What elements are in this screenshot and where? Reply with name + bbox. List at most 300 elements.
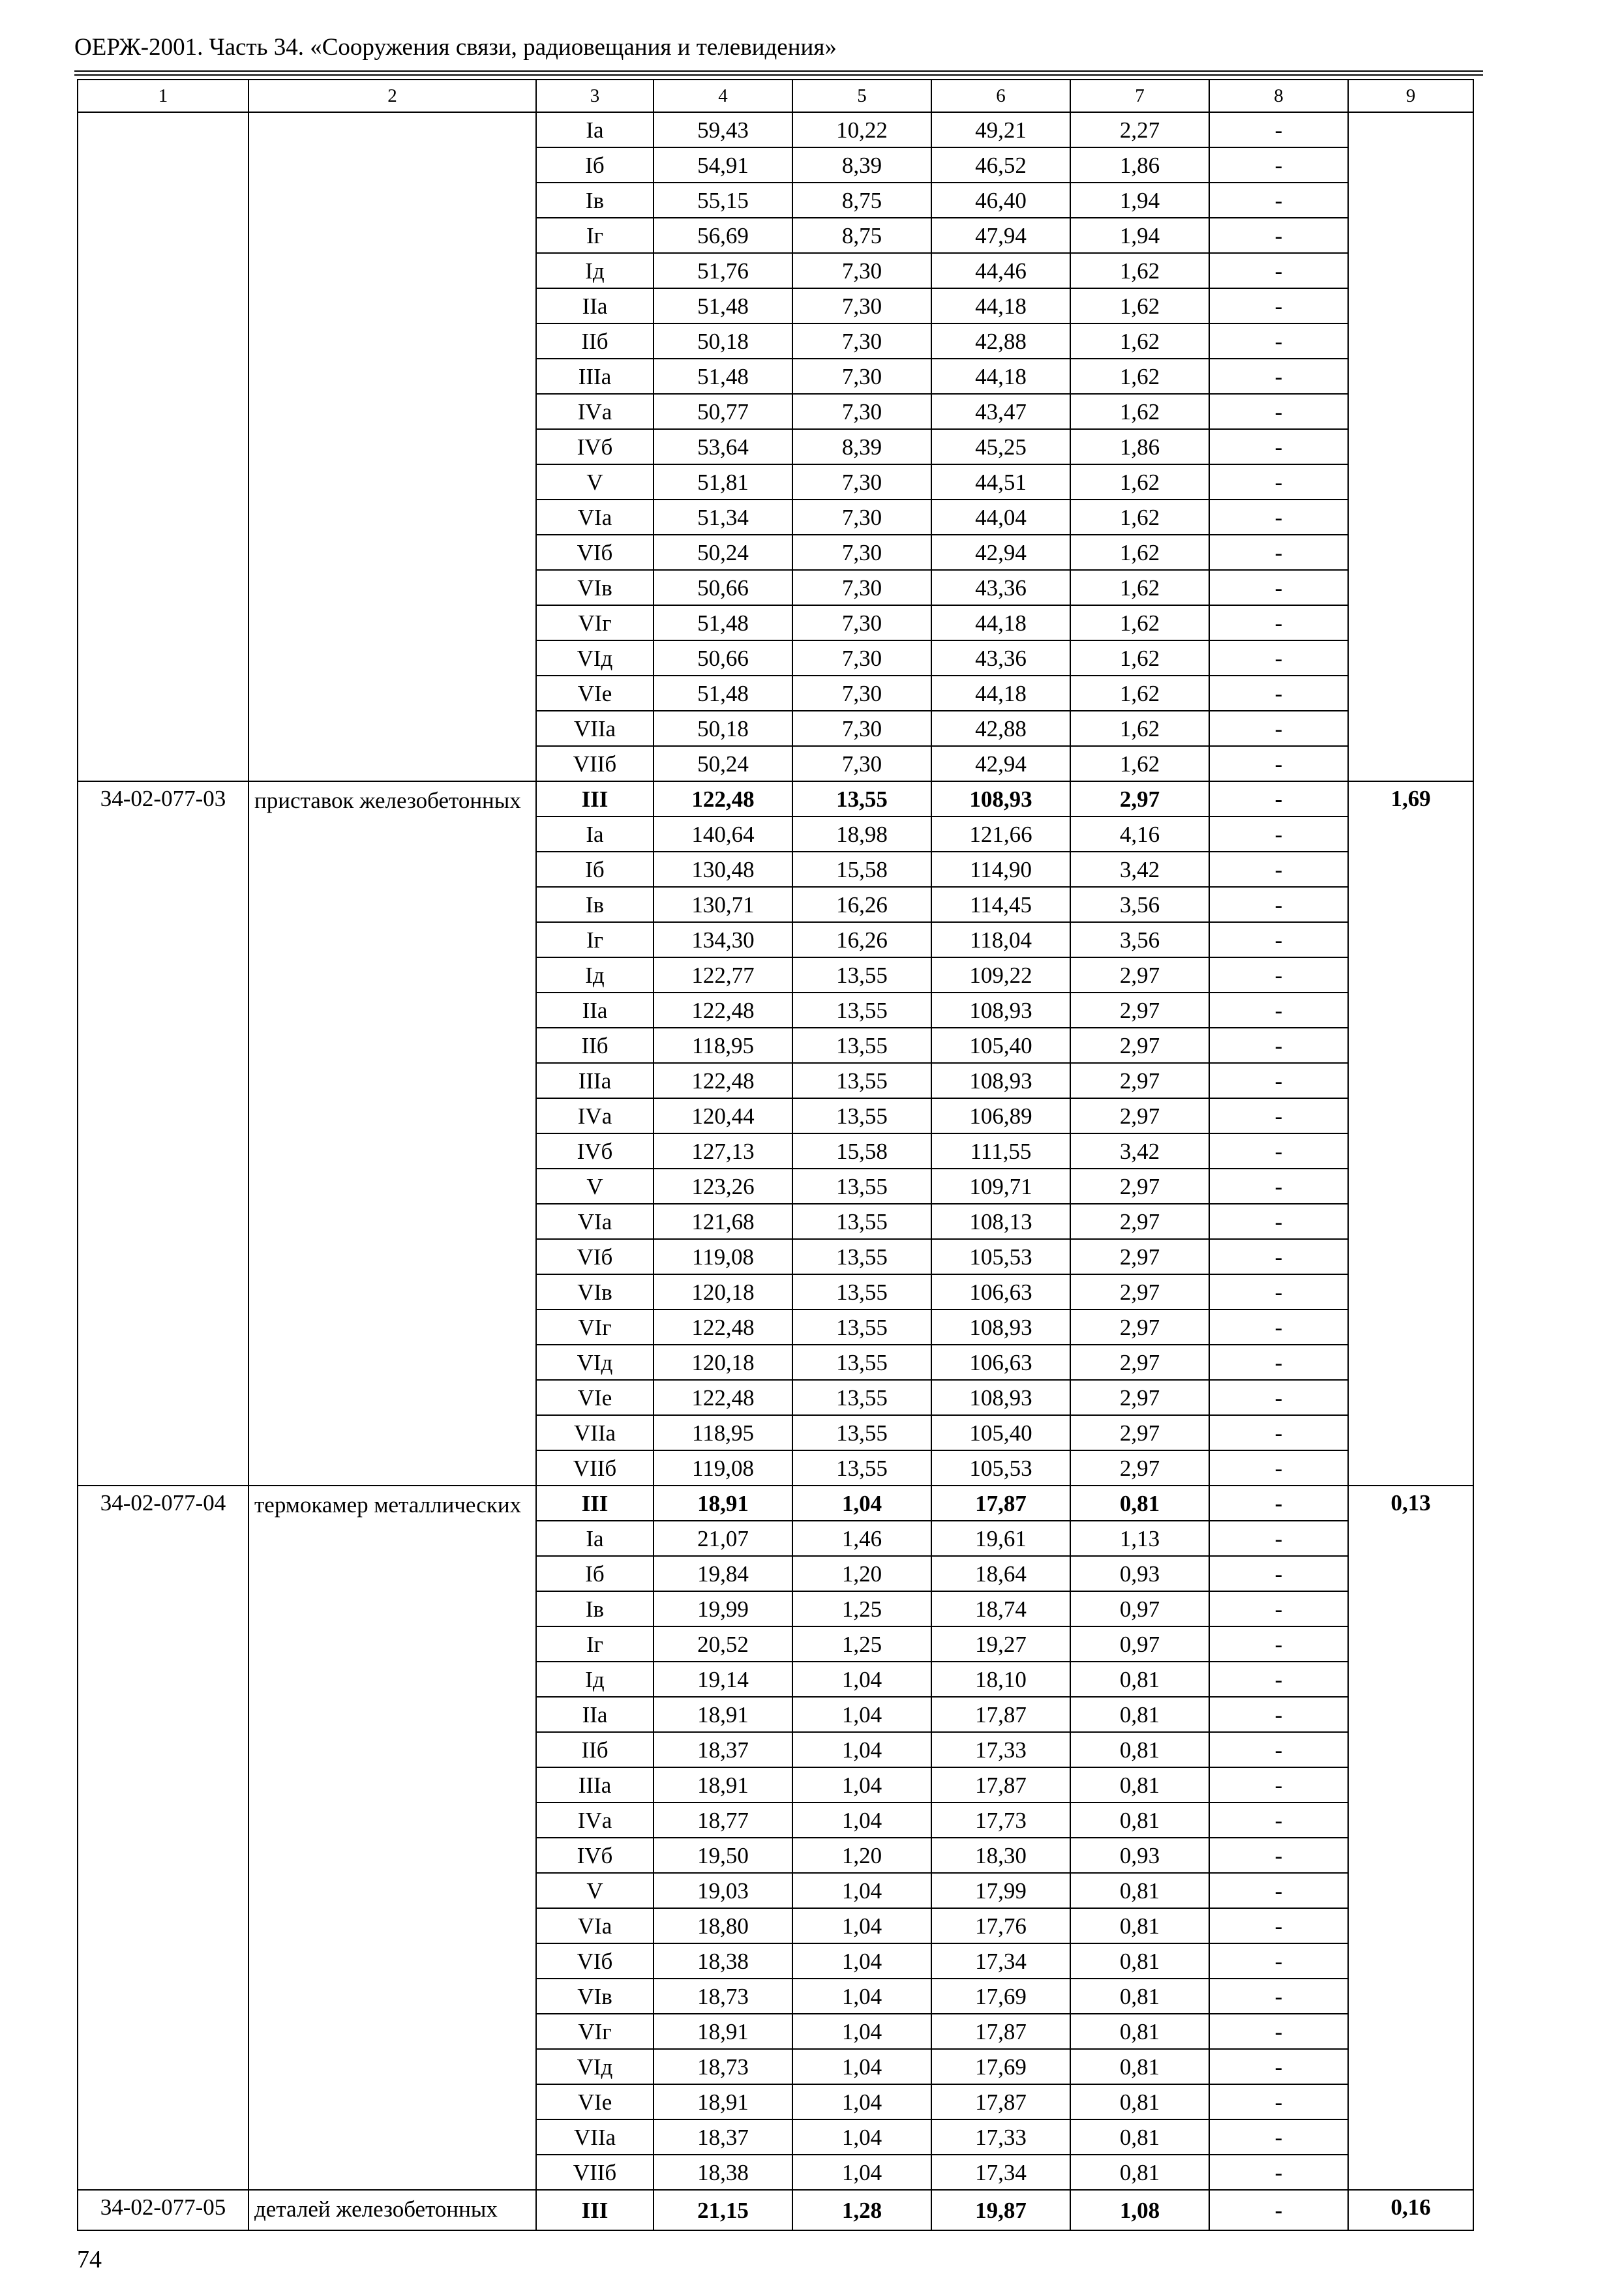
zone-cell: VIб	[536, 535, 654, 570]
zone-cell: VIIа	[536, 1415, 654, 1450]
drivers-wages-cell: 1,62	[1070, 676, 1209, 711]
zone-cell: VIIб	[536, 2155, 654, 2190]
machines-cell: 44,51	[931, 464, 1070, 500]
machines-cell: 43,47	[931, 394, 1070, 429]
materials-cell: -	[1209, 147, 1348, 183]
materials-cell: -	[1209, 1098, 1348, 1133]
drivers-wages-cell: 1,62	[1070, 711, 1209, 746]
zone-cell: Iг	[536, 218, 654, 253]
zone-cell: IVб	[536, 429, 654, 464]
zone-cell: Iв	[536, 183, 654, 218]
zone-cell: V	[536, 1169, 654, 1204]
drivers-wages-cell: 2,97	[1070, 1450, 1209, 1486]
rate-code-cell	[78, 112, 248, 781]
machines-cell: 109,71	[931, 1169, 1070, 1204]
drivers-wages-cell: 1,86	[1070, 147, 1209, 183]
total-cost-cell: 50,24	[654, 535, 792, 570]
machines-cell: 43,36	[931, 570, 1070, 605]
drivers-wages-cell: 1,62	[1070, 605, 1209, 640]
zone-cell: Iд	[536, 253, 654, 288]
materials-cell: -	[1209, 1803, 1348, 1838]
wages-cell: 13,55	[792, 1415, 931, 1450]
materials-cell: -	[1209, 394, 1348, 429]
wages-cell: 1,46	[792, 1521, 931, 1556]
drivers-wages-cell: 0,93	[1070, 1556, 1209, 1591]
wages-cell: 1,04	[792, 1873, 931, 1908]
wages-cell: 13,55	[792, 1380, 931, 1415]
zone-cell: Iд	[536, 1662, 654, 1697]
drivers-wages-cell: 4,16	[1070, 816, 1209, 852]
machines-cell: 47,94	[931, 218, 1070, 253]
machines-cell: 43,36	[931, 640, 1070, 676]
zone-cell: IIб	[536, 323, 654, 359]
wages-cell: 8,39	[792, 429, 931, 464]
wages-cell: 1,04	[792, 1732, 931, 1767]
drivers-wages-cell: 2,97	[1070, 1345, 1209, 1380]
materials-cell: -	[1209, 1486, 1348, 1521]
zone-cell: Iа	[536, 1521, 654, 1556]
total-cost-cell: 120,18	[654, 1274, 792, 1309]
drivers-wages-cell: 1,62	[1070, 359, 1209, 394]
zone-cell: IIа	[536, 1697, 654, 1732]
materials-cell: -	[1209, 605, 1348, 640]
total-cost-cell: 122,77	[654, 957, 792, 993]
wages-cell: 1,04	[792, 2155, 931, 2190]
materials-cell: -	[1209, 640, 1348, 676]
materials-cell: -	[1209, 1239, 1348, 1274]
wages-cell: 13,55	[792, 1239, 931, 1274]
zone-cell: VIа	[536, 1204, 654, 1239]
wages-cell: 13,55	[792, 1098, 931, 1133]
machines-cell: 17,87	[931, 1486, 1070, 1521]
wages-cell: 7,30	[792, 746, 931, 781]
machines-cell: 45,25	[931, 429, 1070, 464]
wages-cell: 1,04	[792, 2119, 931, 2155]
rates-table-wrapper	[77, 79, 1474, 2231]
zone-cell: Iв	[536, 1591, 654, 1626]
drivers-wages-cell: 2,97	[1070, 1169, 1209, 1204]
machines-cell: 114,45	[931, 887, 1070, 922]
zone-cell: VIе	[536, 1380, 654, 1415]
wages-cell: 13,55	[792, 1309, 931, 1345]
total-cost-cell: 120,44	[654, 1098, 792, 1133]
machines-cell: 17,33	[931, 2119, 1070, 2155]
total-cost-cell: 51,48	[654, 359, 792, 394]
wages-cell: 1,20	[792, 1556, 931, 1591]
wages-cell: 1,04	[792, 2049, 931, 2084]
header-rule-top	[74, 70, 1483, 72]
total-cost-cell: 50,66	[654, 570, 792, 605]
materials-cell: -	[1209, 852, 1348, 887]
wages-cell: 13,55	[792, 1345, 931, 1380]
zone-cell: IIа	[536, 993, 654, 1028]
zone-cell: Iб	[536, 1556, 654, 1591]
total-cost-cell: 122,48	[654, 781, 792, 816]
total-cost-cell: 122,48	[654, 1309, 792, 1345]
materials-cell: -	[1209, 922, 1348, 957]
drivers-wages-cell: 0,81	[1070, 1697, 1209, 1732]
wages-cell: 7,30	[792, 464, 931, 500]
zone-cell: VIд	[536, 640, 654, 676]
wages-cell: 8,39	[792, 147, 931, 183]
rates-table-body	[78, 80, 1473, 2230]
column-number-cell: 1	[78, 80, 248, 112]
total-cost-cell: 18,38	[654, 1943, 792, 1979]
zone-cell: IIа	[536, 288, 654, 323]
zone-cell: VIб	[536, 1943, 654, 1979]
wages-cell: 16,26	[792, 922, 931, 957]
materials-cell: -	[1209, 2155, 1348, 2190]
drivers-wages-cell: 1,62	[1070, 535, 1209, 570]
machines-cell: 18,64	[931, 1556, 1070, 1591]
column-number-row	[78, 80, 1473, 112]
drivers-wages-cell: 3,56	[1070, 922, 1209, 957]
machines-cell: 118,04	[931, 922, 1070, 957]
materials-cell: -	[1209, 1169, 1348, 1204]
drivers-wages-cell: 2,97	[1070, 1415, 1209, 1450]
drivers-wages-cell: 1,62	[1070, 746, 1209, 781]
materials-cell: -	[1209, 1133, 1348, 1169]
machines-cell: 19,87	[931, 2190, 1070, 2230]
zone-cell: VIIа	[536, 2119, 654, 2155]
drivers-wages-cell: 1,94	[1070, 218, 1209, 253]
materials-cell: -	[1209, 1732, 1348, 1767]
total-cost-cell: 21,15	[654, 2190, 792, 2230]
total-cost-cell: 50,18	[654, 711, 792, 746]
wages-cell: 13,55	[792, 1028, 931, 1063]
drivers-wages-cell: 0,97	[1070, 1591, 1209, 1626]
total-cost-cell: 122,48	[654, 993, 792, 1028]
machines-cell: 108,93	[931, 781, 1070, 816]
machines-cell: 44,18	[931, 359, 1070, 394]
total-cost-cell: 19,84	[654, 1556, 792, 1591]
table-row	[78, 112, 1473, 147]
machines-cell: 17,73	[931, 1803, 1070, 1838]
rate-code-cell: 34-02-077-05	[78, 2190, 248, 2230]
wages-cell: 13,55	[792, 1274, 931, 1309]
drivers-wages-cell: 2,97	[1070, 781, 1209, 816]
drivers-wages-cell: 2,97	[1070, 1309, 1209, 1345]
rate-code-cell: 34-02-077-04	[78, 1486, 248, 2190]
table-row	[78, 1486, 1473, 1521]
drivers-wages-cell: 2,97	[1070, 1204, 1209, 1239]
materials-cell: -	[1209, 218, 1348, 253]
total-cost-cell: 18,37	[654, 1732, 792, 1767]
zone-cell: III	[536, 1486, 654, 1521]
total-cost-cell: 130,71	[654, 887, 792, 922]
machines-cell: 121,66	[931, 816, 1070, 852]
wages-cell: 7,30	[792, 288, 931, 323]
machines-cell: 106,89	[931, 1098, 1070, 1133]
machines-cell: 17,99	[931, 1873, 1070, 1908]
total-cost-cell: 51,34	[654, 500, 792, 535]
drivers-wages-cell: 0,93	[1070, 1838, 1209, 1873]
drivers-wages-cell: 1,62	[1070, 288, 1209, 323]
total-cost-cell: 18,91	[654, 1767, 792, 1803]
drivers-wages-cell: 0,81	[1070, 1943, 1209, 1979]
wages-cell: 8,75	[792, 183, 931, 218]
total-cost-cell: 19,14	[654, 1662, 792, 1697]
drivers-wages-cell: 1,62	[1070, 570, 1209, 605]
machines-cell: 18,30	[931, 1838, 1070, 1873]
total-cost-cell: 18,38	[654, 2155, 792, 2190]
total-cost-cell: 123,26	[654, 1169, 792, 1204]
materials-cell: -	[1209, 781, 1348, 816]
drivers-wages-cell: 1,62	[1070, 253, 1209, 288]
total-cost-cell: 50,66	[654, 640, 792, 676]
total-cost-cell: 50,18	[654, 323, 792, 359]
labor-cost-cell: 0,16	[1348, 2190, 1473, 2230]
drivers-wages-cell: 1,13	[1070, 1521, 1209, 1556]
zone-cell: IIб	[536, 1732, 654, 1767]
wages-cell: 13,55	[792, 993, 931, 1028]
zone-cell: Iа	[536, 112, 654, 147]
zone-cell: IIIа	[536, 1063, 654, 1098]
drivers-wages-cell: 0,81	[1070, 2014, 1209, 2049]
zone-cell: Iб	[536, 147, 654, 183]
drivers-wages-cell: 1,62	[1070, 394, 1209, 429]
total-cost-cell: 19,50	[654, 1838, 792, 1873]
materials-cell: -	[1209, 1556, 1348, 1591]
total-cost-cell: 118,95	[654, 1028, 792, 1063]
machines-cell: 114,90	[931, 852, 1070, 887]
materials-cell: -	[1209, 1309, 1348, 1345]
drivers-wages-cell: 0,97	[1070, 1626, 1209, 1662]
wages-cell: 16,26	[792, 887, 931, 922]
total-cost-cell: 119,08	[654, 1450, 792, 1486]
machines-cell: 111,55	[931, 1133, 1070, 1169]
zone-cell: Iб	[536, 852, 654, 887]
total-cost-cell: 140,64	[654, 816, 792, 852]
wages-cell: 18,98	[792, 816, 931, 852]
materials-cell: -	[1209, 711, 1348, 746]
total-cost-cell: 54,91	[654, 147, 792, 183]
total-cost-cell: 18,91	[654, 2014, 792, 2049]
total-cost-cell: 50,24	[654, 746, 792, 781]
wages-cell: 1,20	[792, 1838, 931, 1873]
drivers-wages-cell: 1,94	[1070, 183, 1209, 218]
machines-cell: 106,63	[931, 1345, 1070, 1380]
total-cost-cell: 51,48	[654, 288, 792, 323]
zone-cell: V	[536, 1873, 654, 1908]
materials-cell: -	[1209, 1873, 1348, 1908]
machines-cell: 44,18	[931, 288, 1070, 323]
wages-cell: 7,30	[792, 500, 931, 535]
machines-cell: 17,34	[931, 1943, 1070, 1979]
zone-cell: VIв	[536, 570, 654, 605]
machines-cell: 108,93	[931, 1309, 1070, 1345]
machines-cell: 105,40	[931, 1028, 1070, 1063]
machines-cell: 46,40	[931, 183, 1070, 218]
zone-cell: VIа	[536, 1908, 654, 1943]
materials-cell: -	[1209, 1521, 1348, 1556]
zone-cell: VIд	[536, 2049, 654, 2084]
wages-cell: 1,04	[792, 1486, 931, 1521]
drivers-wages-cell: 2,97	[1070, 993, 1209, 1028]
drivers-wages-cell: 2,27	[1070, 112, 1209, 147]
materials-cell: -	[1209, 535, 1348, 570]
zone-cell: VIб	[536, 1239, 654, 1274]
materials-cell: -	[1209, 359, 1348, 394]
materials-cell: -	[1209, 746, 1348, 781]
column-number-cell: 2	[248, 80, 536, 112]
zone-cell: VIв	[536, 1979, 654, 2014]
machines-cell: 42,88	[931, 711, 1070, 746]
zone-cell: IIб	[536, 1028, 654, 1063]
wages-cell: 7,30	[792, 570, 931, 605]
work-name-cell: приставок железобетонных	[248, 781, 536, 1486]
drivers-wages-cell: 1,62	[1070, 464, 1209, 500]
materials-cell: -	[1209, 957, 1348, 993]
drivers-wages-cell: 1,62	[1070, 640, 1209, 676]
wages-cell: 7,30	[792, 394, 931, 429]
total-cost-cell: 56,69	[654, 218, 792, 253]
materials-cell: -	[1209, 500, 1348, 535]
drivers-wages-cell: 2,97	[1070, 1380, 1209, 1415]
materials-cell: -	[1209, 429, 1348, 464]
wages-cell: 13,55	[792, 957, 931, 993]
wages-cell: 7,30	[792, 711, 931, 746]
machines-cell: 108,93	[931, 1380, 1070, 1415]
total-cost-cell: 18,91	[654, 1697, 792, 1732]
machines-cell: 44,18	[931, 605, 1070, 640]
drivers-wages-cell: 1,08	[1070, 2190, 1209, 2230]
wages-cell: 7,30	[792, 359, 931, 394]
total-cost-cell: 51,48	[654, 676, 792, 711]
machines-cell: 44,18	[931, 676, 1070, 711]
total-cost-cell: 134,30	[654, 922, 792, 957]
materials-cell: -	[1209, 183, 1348, 218]
wages-cell: 1,04	[792, 1803, 931, 1838]
drivers-wages-cell: 1,62	[1070, 323, 1209, 359]
wages-cell: 15,58	[792, 852, 931, 887]
wages-cell: 8,75	[792, 218, 931, 253]
drivers-wages-cell: 1,62	[1070, 500, 1209, 535]
materials-cell: -	[1209, 253, 1348, 288]
zone-cell: IVа	[536, 1803, 654, 1838]
zone-cell: Iд	[536, 957, 654, 993]
drivers-wages-cell: 0,81	[1070, 1486, 1209, 1521]
zone-cell: IVа	[536, 394, 654, 429]
labor-cost-cell	[1348, 112, 1473, 781]
total-cost-cell: 20,52	[654, 1626, 792, 1662]
total-cost-cell: 18,37	[654, 2119, 792, 2155]
total-cost-cell: 18,91	[654, 2084, 792, 2119]
materials-cell: -	[1209, 288, 1348, 323]
table-row	[78, 781, 1473, 816]
drivers-wages-cell: 3,42	[1070, 1133, 1209, 1169]
machines-cell: 49,21	[931, 112, 1070, 147]
wages-cell: 7,30	[792, 323, 931, 359]
machines-cell: 19,61	[931, 1521, 1070, 1556]
zone-cell: III	[536, 2190, 654, 2230]
total-cost-cell: 121,68	[654, 1204, 792, 1239]
wages-cell: 1,04	[792, 2084, 931, 2119]
zone-cell: IIIа	[536, 1767, 654, 1803]
wages-cell: 1,04	[792, 1767, 931, 1803]
materials-cell: -	[1209, 1274, 1348, 1309]
drivers-wages-cell: 3,42	[1070, 852, 1209, 887]
total-cost-cell: 55,15	[654, 183, 792, 218]
machines-cell: 106,63	[931, 1274, 1070, 1309]
zone-cell: VIг	[536, 1309, 654, 1345]
materials-cell: -	[1209, 570, 1348, 605]
machines-cell: 17,34	[931, 2155, 1070, 2190]
drivers-wages-cell: 2,97	[1070, 957, 1209, 993]
materials-cell: -	[1209, 1979, 1348, 2014]
total-cost-cell: 51,76	[654, 253, 792, 288]
wages-cell: 13,55	[792, 1204, 931, 1239]
materials-cell: -	[1209, 464, 1348, 500]
zone-cell: VIг	[536, 605, 654, 640]
wages-cell: 1,04	[792, 2014, 931, 2049]
total-cost-cell: 18,91	[654, 1486, 792, 1521]
materials-cell: -	[1209, 993, 1348, 1028]
machines-cell: 46,52	[931, 147, 1070, 183]
materials-cell: -	[1209, 323, 1348, 359]
materials-cell: -	[1209, 1591, 1348, 1626]
materials-cell: -	[1209, 2084, 1348, 2119]
zone-cell: IVа	[536, 1098, 654, 1133]
total-cost-cell: 130,48	[654, 852, 792, 887]
materials-cell: -	[1209, 2119, 1348, 2155]
wages-cell: 1,25	[792, 1626, 931, 1662]
materials-cell: -	[1209, 1697, 1348, 1732]
drivers-wages-cell: 0,81	[1070, 1979, 1209, 2014]
wages-cell: 13,55	[792, 1169, 931, 1204]
total-cost-cell: 18,73	[654, 2049, 792, 2084]
materials-cell: -	[1209, 1838, 1348, 1873]
materials-cell: -	[1209, 1204, 1348, 1239]
wages-cell: 1,25	[792, 1591, 931, 1626]
wages-cell: 15,58	[792, 1133, 931, 1169]
machines-cell: 17,69	[931, 2049, 1070, 2084]
column-number-cell: 7	[1070, 80, 1209, 112]
work-name-cell: термокамер металлических	[248, 1486, 536, 2190]
materials-cell: -	[1209, 2049, 1348, 2084]
materials-cell: -	[1209, 1380, 1348, 1415]
materials-cell: -	[1209, 676, 1348, 711]
drivers-wages-cell: 1,86	[1070, 429, 1209, 464]
machines-cell: 44,46	[931, 253, 1070, 288]
table-row	[78, 2190, 1473, 2230]
materials-cell: -	[1209, 112, 1348, 147]
machines-cell: 108,13	[931, 1204, 1070, 1239]
total-cost-cell: 18,77	[654, 1803, 792, 1838]
wages-cell: 7,30	[792, 535, 931, 570]
total-cost-cell: 53,64	[654, 429, 792, 464]
zone-cell: VIIб	[536, 1450, 654, 1486]
wages-cell: 7,30	[792, 605, 931, 640]
column-number-cell: 6	[931, 80, 1070, 112]
machines-cell: 42,94	[931, 535, 1070, 570]
machines-cell: 109,22	[931, 957, 1070, 993]
machines-cell: 17,87	[931, 1697, 1070, 1732]
total-cost-cell: 120,18	[654, 1345, 792, 1380]
machines-cell: 18,74	[931, 1591, 1070, 1626]
machines-cell: 18,10	[931, 1662, 1070, 1697]
zone-cell: VIв	[536, 1274, 654, 1309]
wages-cell: 13,55	[792, 781, 931, 816]
drivers-wages-cell: 2,97	[1070, 1063, 1209, 1098]
total-cost-cell: 18,73	[654, 1979, 792, 2014]
wages-cell: 7,30	[792, 676, 931, 711]
materials-cell: -	[1209, 816, 1348, 852]
machines-cell: 17,76	[931, 1908, 1070, 1943]
zone-cell: Iв	[536, 887, 654, 922]
total-cost-cell: 50,77	[654, 394, 792, 429]
machines-cell: 44,04	[931, 500, 1070, 535]
